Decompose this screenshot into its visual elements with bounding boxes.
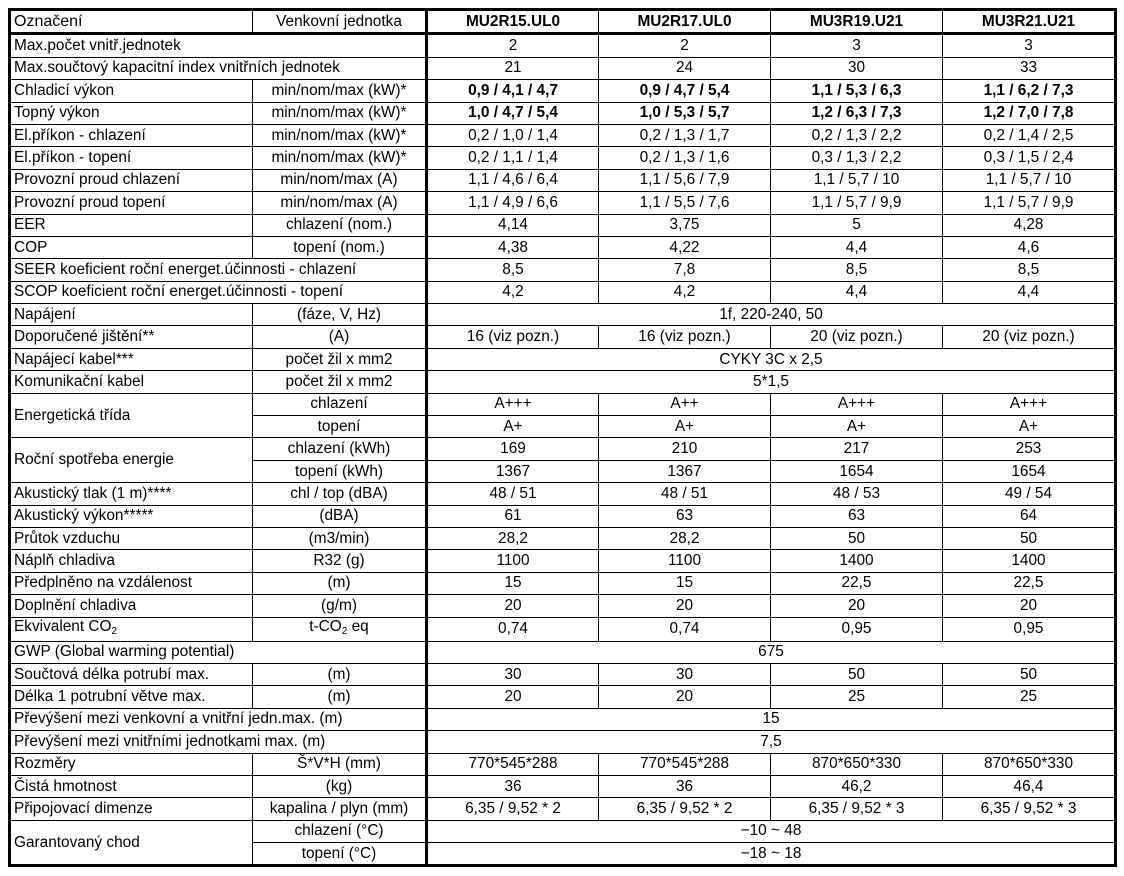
row-label: Doplnění chladiva — [10, 595, 253, 617]
cell-value: A+ — [427, 416, 599, 438]
table-row — [10, 348, 1116, 370]
table-row — [10, 34, 1116, 57]
cell-value: 22,5 — [943, 572, 1116, 594]
row-label: GWP (Global warming potential) — [10, 641, 427, 663]
row-label: Čistá hmotnost — [10, 775, 253, 797]
row-unit: chl / top (dBA) — [253, 483, 427, 505]
cell-value: 50 — [943, 663, 1116, 685]
cell-value: 22,5 — [771, 572, 943, 594]
cell-value: 48 / 53 — [771, 483, 943, 505]
row-label: Topný výkon — [10, 102, 253, 124]
table-row — [10, 641, 1116, 663]
row-unit: (A) — [253, 326, 427, 348]
cell-value: 4,2 — [427, 281, 599, 303]
table-row — [10, 281, 1116, 303]
cell-value: 1,1 / 4,6 / 6,4 — [427, 169, 599, 191]
cell-value-merged: 5*1,5 — [427, 371, 1116, 393]
cell-value: A++ — [599, 393, 771, 415]
row-unit: min/nom/max (kW)* — [253, 124, 427, 146]
row-unit: chlazení — [253, 393, 427, 415]
cell-value: 16 (viz pozn.) — [427, 326, 599, 348]
cell-value: A+ — [599, 416, 771, 438]
row-unit: (m) — [253, 663, 427, 685]
cell-value: 8,5 — [427, 259, 599, 281]
cell-value: 770*545*288 — [599, 753, 771, 775]
cell-value: 15 — [427, 572, 599, 594]
cell-value: 4,4 — [771, 281, 943, 303]
cell-value-merged: CYKY 3C x 2,5 — [427, 348, 1116, 370]
row-label: Max.počet vnitř.jednotek — [10, 34, 427, 57]
cell-value: 7,8 — [599, 259, 771, 281]
row-unit: topení (kWh) — [253, 460, 427, 482]
cell-value: 20 — [427, 686, 599, 708]
table-row — [10, 371, 1116, 393]
cell-value: 20 — [771, 595, 943, 617]
row-label: Rozměry — [10, 753, 253, 775]
row-label: Součtová délka potrubí max. — [10, 663, 253, 685]
cell-value: 3 — [943, 34, 1116, 57]
row-label: Napájecí kabel*** — [10, 348, 253, 370]
cell-value: 8,5 — [943, 259, 1116, 281]
row-label: Délka 1 potrubní větve max. — [10, 686, 253, 708]
cell-value: 4,2 — [599, 281, 771, 303]
row-label: Energetická třída — [10, 393, 253, 438]
header-label: Označení — [10, 10, 253, 34]
cell-value: 217 — [771, 438, 943, 460]
cell-value: 1,1 / 5,7 / 10 — [771, 169, 943, 191]
cell-value: 4,22 — [599, 236, 771, 258]
cell-value: 21 — [427, 57, 599, 79]
cell-value: 20 — [599, 595, 771, 617]
cell-value: 16 (viz pozn.) — [599, 326, 771, 348]
table-row — [10, 686, 1116, 708]
cell-value: 48 / 51 — [599, 483, 771, 505]
row-unit: topení (nom.) — [253, 236, 427, 258]
cell-value: 0,2 / 1,1 / 1,4 — [427, 147, 599, 169]
cell-value: 1367 — [427, 460, 599, 482]
cell-value: 169 — [427, 438, 599, 460]
cell-value: 4,4 — [771, 236, 943, 258]
row-unit: (g/m) — [253, 595, 427, 617]
cell-value: 1,1 / 5,7 / 9,9 — [771, 192, 943, 214]
cell-value: 0,74 — [599, 617, 771, 641]
cell-value: A+++ — [771, 393, 943, 415]
table-row — [10, 192, 1116, 214]
model-header: MU3R21.U21 — [943, 10, 1116, 34]
row-unit: (m) — [253, 572, 427, 594]
table-row — [10, 708, 1116, 730]
cell-value: 1,0 / 4,7 / 5,4 — [427, 102, 599, 124]
row-unit: (dBA) — [253, 505, 427, 527]
cell-value: 30 — [427, 663, 599, 685]
row-unit: topení (°C) — [253, 843, 427, 866]
cell-value: 0,95 — [943, 617, 1116, 641]
row-unit: min/nom/max (A) — [253, 192, 427, 214]
table-row — [10, 147, 1116, 169]
row-label: Roční spotřeba energie — [10, 438, 253, 483]
cell-value: 1,1 / 4,9 / 6,6 — [427, 192, 599, 214]
table-row — [10, 483, 1116, 505]
cell-value: 20 — [599, 686, 771, 708]
table-row — [10, 393, 1116, 415]
co2-unit-suffix: eq — [347, 617, 369, 635]
table-row — [10, 57, 1116, 79]
table-row — [10, 595, 1116, 617]
row-unit — [253, 617, 427, 641]
cell-value: 870*650*330 — [771, 753, 943, 775]
row-label: Doporučené jištění** — [10, 326, 253, 348]
table-row — [10, 572, 1116, 594]
table-row — [10, 438, 1116, 460]
cell-value: 3 — [771, 34, 943, 57]
model-header: MU2R17.UL0 — [599, 10, 771, 34]
cell-value: 50 — [943, 527, 1116, 549]
co2-unit-text: t-CO — [309, 617, 342, 635]
cell-value: 20 (viz pozn.) — [771, 326, 943, 348]
cell-value: 33 — [943, 57, 1116, 79]
cell-value: 0,2 / 1,0 / 1,4 — [427, 124, 599, 146]
cell-value-merged: 7,5 — [427, 731, 1116, 753]
cell-value: 4,14 — [427, 214, 599, 236]
row-label — [10, 617, 253, 641]
row-unit: min/nom/max (kW)* — [253, 147, 427, 169]
row-label: COP — [10, 236, 253, 258]
row-label: Provozní proud topení — [10, 192, 253, 214]
cell-value: 30 — [599, 663, 771, 685]
cell-value: 15 — [599, 572, 771, 594]
cell-value: 5 — [771, 214, 943, 236]
cell-value: A+ — [771, 416, 943, 438]
cell-value: 1367 — [599, 460, 771, 482]
cell-value: 0,2 / 1,3 / 1,7 — [599, 124, 771, 146]
row-unit: topení — [253, 416, 427, 438]
cell-value: 1100 — [427, 550, 599, 572]
row-unit: (kg) — [253, 775, 427, 797]
row-unit: chlazení (kWh) — [253, 438, 427, 460]
row-unit: min/nom/max (kW)* — [253, 80, 427, 102]
row-unit: min/nom/max (A) — [253, 169, 427, 191]
row-unit: kapalina / plyn (mm) — [253, 798, 427, 820]
cell-value: 1,1 / 6,2 / 7,3 — [943, 80, 1116, 102]
cell-value: 46,2 — [771, 775, 943, 797]
row-unit: počet žil x mm2 — [253, 371, 427, 393]
table-row — [10, 798, 1116, 820]
cell-value: A+ — [943, 416, 1116, 438]
row-label: Max.součtový kapacitní index vnitřních jednotek — [10, 57, 427, 79]
cell-value-merged: 15 — [427, 708, 1116, 730]
cell-value: 63 — [599, 505, 771, 527]
cell-value: 1654 — [943, 460, 1116, 482]
cell-value: 2 — [427, 34, 599, 57]
cell-value: A+++ — [427, 393, 599, 415]
cell-value: 28,2 — [427, 527, 599, 549]
co2-label-text: Ekvivalent CO — [14, 617, 112, 635]
table-row — [10, 731, 1116, 753]
cell-value: 1,1 / 5,7 / 9,9 — [943, 192, 1116, 214]
cell-value: 4,4 — [943, 281, 1116, 303]
table-row — [10, 663, 1116, 685]
cell-value: 0,2 / 1,3 / 1,6 — [599, 147, 771, 169]
cell-value: 46,4 — [943, 775, 1116, 797]
row-label: Napájení — [10, 304, 253, 326]
cell-value: 20 — [943, 595, 1116, 617]
cell-value: 0,3 / 1,5 / 2,4 — [943, 147, 1116, 169]
cell-value: 64 — [943, 505, 1116, 527]
row-unit: chlazení (nom.) — [253, 214, 427, 236]
table-row — [10, 753, 1116, 775]
co2-label-subscript: 2 — [111, 625, 118, 637]
cell-value: 0,3 / 1,3 / 2,2 — [771, 147, 943, 169]
cell-value: 28,2 — [599, 527, 771, 549]
cell-value: 8,5 — [771, 259, 943, 281]
row-label: Komunikační kabel — [10, 371, 253, 393]
cell-value: 253 — [943, 438, 1116, 460]
cell-value: 0,2 / 1,3 / 2,2 — [771, 124, 943, 146]
cell-value: 1654 — [771, 460, 943, 482]
cell-value: 36 — [599, 775, 771, 797]
table-row — [10, 617, 1116, 641]
cell-value: 1,2 / 7,0 / 7,8 — [943, 102, 1116, 124]
cell-value-merged: −10 ~ 48 — [427, 820, 1116, 842]
row-unit: min/nom/max (kW)* — [253, 102, 427, 124]
cell-value: 50 — [771, 527, 943, 549]
co2-unit-subscript: 2 — [341, 625, 348, 637]
row-label: Chladicí výkon — [10, 80, 253, 102]
cell-value: 0,2 / 1,4 / 2,5 — [943, 124, 1116, 146]
cell-value: 1100 — [599, 550, 771, 572]
table-row — [10, 326, 1116, 348]
row-label: SEER koeficient roční energet.účinnosti - chlazení — [10, 259, 427, 281]
row-label: Převýšení mezi vnitřními jednotkami max. (m) — [10, 731, 427, 753]
cell-value-merged: 675 — [427, 641, 1116, 663]
header-unit: Venkovní jednotka — [253, 10, 427, 34]
cell-value: 1400 — [943, 550, 1116, 572]
cell-value: 61 — [427, 505, 599, 527]
table-row — [10, 304, 1116, 326]
row-label: Provozní proud chlazení — [10, 169, 253, 191]
cell-value: 30 — [771, 57, 943, 79]
model-header: MU2R15.UL0 — [427, 10, 599, 34]
cell-value: 20 — [427, 595, 599, 617]
cell-value: 0,9 / 4,1 / 4,7 — [427, 80, 599, 102]
table-row — [10, 505, 1116, 527]
cell-value: 1,1 / 5,3 / 6,3 — [771, 80, 943, 102]
cell-value: 210 — [599, 438, 771, 460]
cell-value-merged: −18 ~ 18 — [427, 843, 1116, 866]
table-row — [10, 550, 1116, 572]
row-label: Garantovaný chod — [10, 820, 253, 866]
cell-value: 870*650*330 — [943, 753, 1116, 775]
row-label: Akustický tlak (1 m)**** — [10, 483, 253, 505]
row-label: El.příkon - chlazení — [10, 124, 253, 146]
cell-value: 6,35 / 9,52 * 3 — [943, 798, 1116, 820]
cell-value: 770*545*288 — [427, 753, 599, 775]
model-header: MU3R19.U21 — [771, 10, 943, 34]
row-unit: (m) — [253, 686, 427, 708]
cell-value: 6,35 / 9,52 * 2 — [599, 798, 771, 820]
row-unit: chlazení (°C) — [253, 820, 427, 842]
cell-value: 0,95 — [771, 617, 943, 641]
row-label: Akustický výkon***** — [10, 505, 253, 527]
table-row — [10, 102, 1116, 124]
row-unit: počet žil x mm2 — [253, 348, 427, 370]
cell-value: 36 — [427, 775, 599, 797]
row-label: Předplněno na vzdálenost — [10, 572, 253, 594]
cell-value: 63 — [771, 505, 943, 527]
table-row — [10, 124, 1116, 146]
cell-value: A+++ — [943, 393, 1116, 415]
header-row — [10, 10, 1116, 34]
row-label: Průtok vzduchu — [10, 527, 253, 549]
row-label: SCOP koeficient roční energet.účinnosti - topení — [10, 281, 427, 303]
table-row — [10, 775, 1116, 797]
cell-value: 3,75 — [599, 214, 771, 236]
row-unit: (fáze, V, Hz) — [253, 304, 427, 326]
row-label: EER — [10, 214, 253, 236]
cell-value: 2 — [599, 34, 771, 57]
cell-value: 4,6 — [943, 236, 1116, 258]
cell-value: 1,1 / 5,5 / 7,6 — [599, 192, 771, 214]
table-row — [10, 820, 1116, 842]
table-row — [10, 80, 1116, 102]
cell-value: 24 — [599, 57, 771, 79]
cell-value-merged: 1f, 220-240, 50 — [427, 304, 1116, 326]
cell-value: 20 (viz pozn.) — [943, 326, 1116, 348]
row-label: Převýšení mezi venkovní a vnitřní jedn.max. (m) — [10, 708, 427, 730]
table-row — [10, 259, 1116, 281]
cell-value: 49 / 54 — [943, 483, 1116, 505]
cell-value: 50 — [771, 663, 943, 685]
spec-table — [8, 8, 1117, 867]
cell-value: 1400 — [771, 550, 943, 572]
cell-value: 25 — [771, 686, 943, 708]
cell-value: 25 — [943, 686, 1116, 708]
table-row — [10, 527, 1116, 549]
cell-value: 48 / 51 — [427, 483, 599, 505]
cell-value: 6,35 / 9,52 * 2 — [427, 798, 599, 820]
table-row — [10, 214, 1116, 236]
cell-value: 4,38 — [427, 236, 599, 258]
row-label: Připojovací dimenze — [10, 798, 253, 820]
cell-value: 0,74 — [427, 617, 599, 641]
row-unit: R32 (g) — [253, 550, 427, 572]
cell-value: 4,28 — [943, 214, 1116, 236]
table-row — [10, 236, 1116, 258]
cell-value: 1,2 / 6,3 / 7,3 — [771, 102, 943, 124]
cell-value: 0,9 / 4,7 / 5,4 — [599, 80, 771, 102]
cell-value: 1,1 / 5,7 / 10 — [943, 169, 1116, 191]
cell-value: 1,1 / 5,6 / 7,9 — [599, 169, 771, 191]
cell-value: 6,35 / 9,52 * 3 — [771, 798, 943, 820]
row-unit: (m3/min) — [253, 527, 427, 549]
table-row — [10, 169, 1116, 191]
cell-value: 1,0 / 5,3 / 5,7 — [599, 102, 771, 124]
row-unit: Š*V*H (mm) — [253, 753, 427, 775]
row-label: El.příkon - topení — [10, 147, 253, 169]
row-label: Náplň chladiva — [10, 550, 253, 572]
